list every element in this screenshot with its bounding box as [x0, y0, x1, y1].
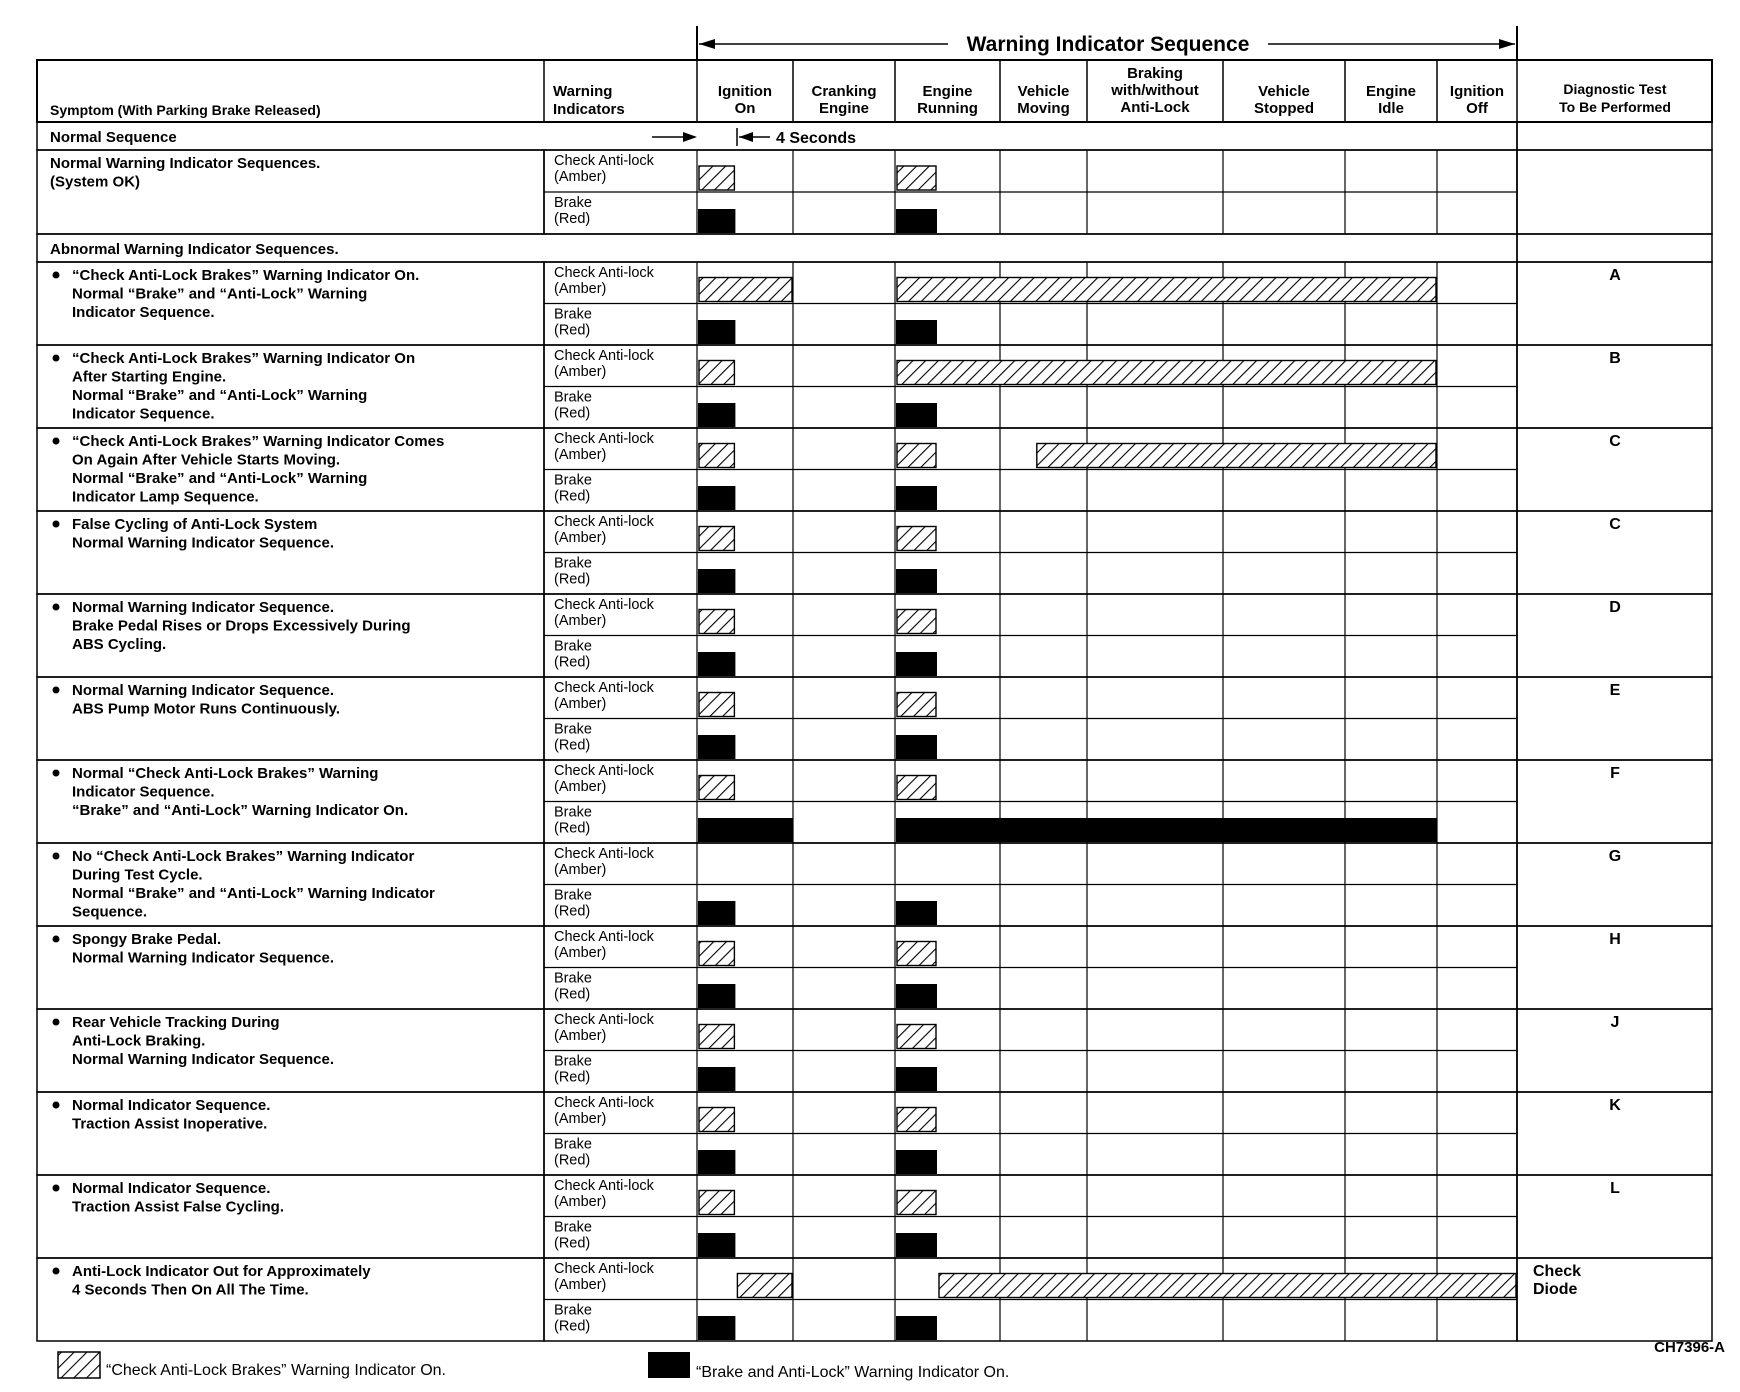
symptom-text-line: Normal Indicator Sequence.: [72, 1097, 271, 1114]
stage-header-7-line0: Ignition: [1449, 83, 1505, 100]
red-indicator-label: Brake: [554, 555, 592, 572]
amber-indicator-label: Check Anti-lock: [554, 846, 654, 862]
amber-indicator-bar: [897, 166, 936, 190]
stage-header-3-line1: Moving: [1017, 100, 1070, 117]
amber-indicator-bar: [699, 1191, 734, 1215]
red-indicator-label: (Red): [554, 737, 591, 754]
amber-indicator-bar: [897, 776, 936, 800]
symptom-text-line: Normal Indicator Sequence.: [72, 1180, 271, 1197]
amber-indicator-bar: [699, 1025, 734, 1049]
red-indicator-bar: [896, 1150, 937, 1174]
amber-indicator-bar: [897, 610, 936, 634]
stage-header-2-line1: Running: [917, 100, 978, 117]
amber-indicator-bar: [699, 444, 734, 468]
diagnostic-test-label: F: [1610, 765, 1620, 782]
amber-indicator-label: Check Anti-lock: [554, 1012, 654, 1028]
diagnostic-test-label: J: [1610, 1014, 1620, 1031]
normal-row: [37, 150, 1712, 234]
amber-indicator-label: (Amber): [554, 696, 607, 712]
red-indicator-label: Brake: [554, 887, 592, 904]
abnormal-sequence-label: Abnormal Warning Indicator Sequences.: [50, 241, 339, 258]
symptom-text-line: (System OK): [50, 173, 141, 191]
amber-indicator-label: Check Anti-lock: [554, 1178, 654, 1194]
symptom-text-line: Indicator Sequence.: [72, 405, 215, 423]
red-indicator-bar: [896, 569, 937, 593]
red-indicator-bar: [896, 209, 937, 233]
red-indicator-label: Brake: [554, 638, 592, 655]
bullet-icon: [53, 936, 60, 943]
stage-header-4-line0: Braking: [1127, 65, 1183, 82]
red-indicator-bar: [698, 1150, 735, 1174]
amber-indicator-bar: [1037, 444, 1436, 468]
amber-indicator-label: (Amber): [554, 530, 607, 546]
red-indicator-bar: [896, 818, 1437, 842]
sequence-title: Warning Indicator Sequence: [966, 33, 1250, 56]
symptom-text-line: Normal Warning Indicator Sequence.: [72, 599, 334, 616]
symptom-row: [37, 345, 1712, 428]
symptom-text-line: On Again After Vehicle Starts Moving.: [72, 451, 341, 469]
amber-indicator-label: Check Anti-lock: [554, 431, 654, 447]
bullet-icon: [53, 687, 60, 694]
symptom-row: [37, 843, 1712, 926]
symptom-row: [37, 926, 1712, 1009]
red-indicator-label: (Red): [554, 211, 591, 227]
symptom-text-line: Normal Warning Indicator Sequence.: [72, 682, 334, 699]
stage-header-3-line0: Vehicle: [1017, 83, 1070, 100]
abnormal-section-header: [37, 234, 1712, 262]
symptom-text-line: Normal “Brake” and “Anti-Lock” Warning: [72, 285, 368, 303]
red-indicator-bar: [896, 486, 937, 510]
amber-indicator-bar: [699, 693, 734, 717]
diagnostic-test-label: A: [1609, 267, 1621, 284]
red-indicator-label: (Red): [554, 405, 591, 422]
stage-header-4-line2: Anti-Lock: [1120, 99, 1190, 116]
diagnostic-test-label: H: [1609, 931, 1621, 948]
red-indicator-label: (Red): [554, 488, 591, 505]
four-seconds-label: 4 Seconds: [776, 130, 857, 147]
warning-header-line2: Indicators: [553, 101, 625, 118]
red-indicator-bar: [896, 984, 937, 1008]
red-indicator-label: Brake: [554, 306, 592, 323]
symptom-text-line: ABS Pump Motor Runs Continuously.: [72, 700, 341, 718]
stage-header-6-line1: Idle: [1378, 100, 1404, 117]
right-arrow-icon: [1499, 39, 1515, 49]
symptom-text-line: Normal Warning Indicator Sequences.: [50, 155, 321, 172]
symptom-text-line: Normal “Check Anti-Lock Brakes” Warning: [72, 765, 379, 782]
amber-indicator-label: (Amber): [554, 779, 607, 795]
red-indicator-bar: [896, 403, 937, 427]
amber-indicator-label: Check Anti-lock: [554, 514, 654, 530]
symptom-row: [37, 594, 1712, 677]
red-indicator-label: Brake: [554, 389, 592, 406]
diagnostic-test-label: G: [1608, 848, 1622, 865]
symptom-text-line: Normal “Brake” and “Anti-Lock” Warning: [72, 470, 368, 487]
red-indicator-label: Brake: [554, 472, 592, 489]
red-indicator-label: Brake: [554, 1136, 592, 1153]
bullet-icon: [53, 1185, 60, 1192]
amber-indicator-bar: [897, 1191, 936, 1215]
symptom-row: [37, 677, 1712, 760]
symptom-text-line: False Cycling of Anti-Lock System: [72, 516, 318, 533]
amber-indicator-bar: [699, 361, 734, 385]
red-indicator-bar: [896, 1316, 937, 1340]
bullet-icon: [53, 272, 60, 279]
normal-sequence-label: Normal Sequence: [50, 129, 177, 146]
red-indicator-bar: [896, 652, 937, 676]
red-indicator-label: Brake: [554, 1302, 592, 1319]
stage-header-4-line1: with/without: [1111, 82, 1199, 99]
diagnostic-test-label: L: [1610, 1180, 1620, 1197]
red-indicator-bar: [698, 403, 735, 427]
stage-header-0-line1: On: [734, 100, 756, 117]
stage-header-1-line0: Cranking: [811, 83, 877, 100]
amber-indicator-label: (Amber): [554, 1028, 607, 1044]
diagnostic-test-label: Check: [1533, 1263, 1582, 1280]
symptom-row: [37, 262, 1712, 345]
symptom-text-line: Normal Warning Indicator Sequence.: [72, 1051, 334, 1068]
legend-hatched-swatch: [58, 1352, 100, 1378]
amber-indicator-label: Check Anti-lock: [554, 929, 654, 945]
red-indicator-label: Brake: [554, 1053, 592, 1070]
bullet-icon: [53, 604, 60, 611]
red-indicator-bar: [698, 652, 735, 676]
stage-header-2-line0: Engine: [922, 83, 973, 100]
amber-indicator-label: Check Anti-lock: [554, 680, 654, 696]
stage-header-0-line0: Ignition: [717, 83, 773, 100]
amber-indicator-bar: [737, 1274, 792, 1298]
amber-indicator-bar: [897, 444, 936, 468]
legend-hatched-label: “Check Anti-Lock Brakes” Warning Indicator On.: [106, 1362, 446, 1379]
amber-indicator-bar: [897, 361, 1436, 385]
amber-indicator-bar: [897, 942, 936, 966]
amber-indicator-label: Check Anti-lock: [554, 265, 654, 281]
amber-indicator-label: (Amber): [554, 364, 607, 380]
symptom-text-line: During Test Cycle.: [72, 866, 203, 884]
red-indicator-bar: [896, 1067, 937, 1091]
red-indicator-label: Brake: [554, 1219, 592, 1236]
amber-indicator-label: Check Anti-lock: [554, 1095, 654, 1111]
symptom-text-line: “Check Anti-Lock Brakes” Warning Indicator On: [72, 350, 416, 367]
diagnostic-test-label: K: [1609, 1097, 1621, 1114]
red-indicator-label: (Red): [554, 986, 591, 1003]
symptom-row: [37, 1175, 1712, 1258]
diagnostic-test-label: C: [1609, 433, 1621, 450]
header-row: [37, 60, 1712, 122]
left-arrow-icon: [699, 39, 715, 49]
amber-indicator-bar: [699, 1108, 734, 1132]
diagnostic-test-label: E: [1609, 682, 1621, 699]
amber-indicator-bar: [897, 693, 936, 717]
amber-indicator-label: (Amber): [554, 1111, 607, 1127]
legend-solid-swatch: [648, 1352, 690, 1378]
amber-indicator-bar: [897, 278, 1436, 302]
amber-indicator-bar: [897, 1108, 936, 1132]
symptom-text-line: ABS Cycling.: [72, 636, 167, 653]
symptom-text-line: “Check Anti-Lock Brakes” Warning Indicator Comes: [72, 433, 445, 450]
red-indicator-label: (Red): [554, 571, 591, 588]
bullet-icon: [53, 1102, 60, 1109]
red-indicator-label: (Red): [554, 1069, 591, 1086]
stage-header-7-line1: Off: [1466, 100, 1488, 117]
amber-indicator-label: Check Anti-lock: [554, 1261, 654, 1277]
red-indicator-label: (Red): [554, 1152, 591, 1169]
legend: [58, 1352, 1009, 1381]
figure-id: CH7396-A: [1654, 1339, 1725, 1356]
amber-indicator-label: Check Anti-lock: [554, 597, 654, 613]
amber-indicator-bar: [699, 942, 734, 966]
bullet-icon: [53, 1268, 60, 1275]
red-indicator-bar: [698, 735, 735, 759]
symptom-text-line: Rear Vehicle Tracking During: [72, 1014, 280, 1031]
red-indicator-bar: [698, 818, 793, 842]
bullet-icon: [53, 438, 60, 445]
amber-indicator-label: (Amber): [554, 447, 607, 463]
symptom-text-line: 4 Seconds Then On All The Time.: [72, 1281, 309, 1299]
diagnostic-test-label: C: [1609, 516, 1621, 533]
amber-indicator-bar: [699, 527, 734, 551]
amber-indicator-label: Check Anti-lock: [554, 348, 654, 364]
stage-header-1-line1: Engine: [818, 100, 870, 117]
red-indicator-label: (Red): [554, 322, 591, 339]
symptom-text-line: No “Check Anti-Lock Brakes” Warning Indicator: [72, 848, 415, 865]
amber-indicator-label: (Amber): [554, 1277, 607, 1293]
red-indicator-bar: [698, 1233, 735, 1257]
amber-indicator-bar: [897, 527, 936, 551]
warning-header-line1: Warning: [553, 83, 613, 100]
red-indicator-bar: [896, 901, 937, 925]
amber-indicator-bar: [699, 166, 734, 190]
amber-indicator-bar: [699, 610, 734, 634]
bullet-icon: [53, 355, 60, 362]
symptom-row: [37, 428, 1712, 511]
symptom-text-line: Sequence.: [72, 903, 148, 921]
red-indicator-bar: [896, 1233, 937, 1257]
stage-header-5-line1: Stopped: [1254, 100, 1314, 117]
legend-solid-label: “Brake and Anti-Lock” Warning Indicator On.: [696, 1364, 1010, 1381]
symptom-text-line: “Check Anti-Lock Brakes” Warning Indicator On.: [72, 267, 420, 284]
bullet-icon: [53, 770, 60, 777]
red-indicator-bar: [698, 569, 735, 593]
amber-indicator-label: (Amber): [554, 945, 607, 961]
amber-indicator-bar: [939, 1274, 1516, 1298]
diagnostic-test-label: B: [1609, 350, 1621, 367]
red-indicator-bar: [896, 320, 937, 344]
symptom-text-line: Indicator Sequence.: [72, 304, 215, 321]
symptom-row: [37, 511, 1712, 594]
amber-indicator-bar: [699, 278, 792, 302]
symptom-text-line: Brake Pedal Rises or Drops Excessively During: [72, 617, 411, 635]
symptom-text-line: Normal “Brake” and “Anti-Lock” Warning: [72, 387, 368, 404]
symptom-text-line: Normal Warning Indicator Sequence.: [72, 534, 334, 552]
normal-sequence-section: [37, 122, 1712, 150]
red-indicator-label: Brake: [554, 804, 592, 821]
diag-header-line2: To Be Performed: [1559, 99, 1671, 115]
red-indicator-bar: [698, 1316, 735, 1340]
red-indicator-label: Brake: [554, 721, 592, 738]
diagnostic-test-label: D: [1609, 599, 1621, 616]
red-indicator-bar: [698, 901, 735, 925]
symptom-text-line: Normal Warning Indicator Sequence.: [72, 949, 334, 967]
amber-indicator-label: Check Anti-lock: [554, 153, 654, 169]
symptom-row: [37, 760, 1712, 843]
red-indicator-label: Brake: [554, 195, 592, 211]
amber-indicator-bar: [897, 1025, 936, 1049]
amber-indicator-bar: [699, 776, 734, 800]
symptom-header: Symptom (With Parking Brake Released): [50, 102, 321, 118]
symptom-text-line: Anti-Lock Braking.: [72, 1032, 206, 1050]
symptom-text-line: Traction Assist Inoperative.: [72, 1115, 268, 1133]
symptom-text-line: “Brake” and “Anti-Lock” Warning Indicator On.: [72, 802, 409, 819]
red-indicator-label: Brake: [554, 970, 592, 987]
arrow-left-icon: [739, 132, 753, 142]
symptom-row: [37, 1009, 1712, 1092]
amber-indicator-label: Check Anti-lock: [554, 763, 654, 779]
symptom-row: [37, 1258, 1712, 1341]
red-indicator-label: (Red): [554, 820, 591, 837]
stage-header-5-line0: Vehicle: [1258, 83, 1310, 100]
red-indicator-bar: [896, 735, 937, 759]
red-indicator-bar: [698, 209, 735, 233]
bullet-icon: [53, 1019, 60, 1026]
amber-indicator-label: (Amber): [554, 281, 607, 297]
red-indicator-bar: [698, 320, 735, 344]
symptom-row: [37, 1092, 1712, 1175]
symptom-text-line: After Starting Engine.: [72, 368, 227, 386]
red-indicator-label: (Red): [554, 1318, 591, 1335]
amber-indicator-label: (Amber): [554, 862, 607, 878]
symptom-text-line: Normal “Brake” and “Anti-Lock” Warning Indicator: [72, 885, 435, 902]
amber-indicator-label: (Amber): [554, 169, 607, 185]
sequence-header: [697, 26, 1517, 60]
red-indicator-label: (Red): [554, 1235, 591, 1252]
red-indicator-label: (Red): [554, 654, 591, 671]
stage-header-6-line0: Engine: [1365, 83, 1417, 100]
symptom-text-line: Indicator Lamp Sequence.: [72, 488, 259, 506]
bullet-icon: [53, 853, 60, 860]
symptom-text-line: Indicator Sequence.: [72, 783, 215, 801]
symptom-text-line: Traction Assist False Cycling.: [72, 1198, 285, 1216]
symptom-text-line: Anti-Lock Indicator Out for Approximately: [72, 1263, 371, 1280]
diag-header-line1: Diagnostic Test: [1563, 81, 1667, 97]
amber-indicator-label: (Amber): [554, 1194, 607, 1210]
symptom-text-line: Spongy Brake Pedal.: [72, 931, 222, 948]
red-indicator-label: (Red): [554, 903, 591, 920]
bullet-icon: [53, 521, 60, 528]
red-indicator-bar: [698, 486, 735, 510]
amber-indicator-label: (Amber): [554, 613, 607, 629]
arrow-right-icon: [683, 132, 697, 142]
red-indicator-bar: [698, 1067, 735, 1091]
red-indicator-bar: [698, 984, 735, 1008]
diagnostic-test-label: Diode: [1533, 1281, 1578, 1298]
